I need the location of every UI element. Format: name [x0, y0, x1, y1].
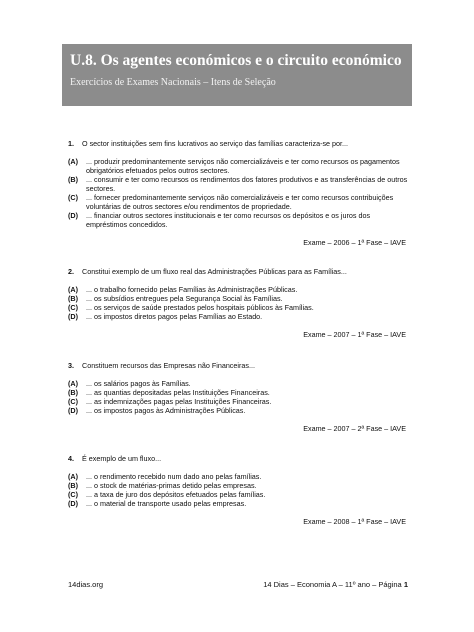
- question-text: O sector instituições sem fins lucrativos ao serviço das famílias caracteriza-se por...: [82, 139, 349, 148]
- option-text: ... o trabalho fornecido pelas Famílias às Administrações Públicas.: [86, 285, 298, 294]
- option-letter: (D): [68, 312, 78, 321]
- footer-page-info: [263, 580, 408, 589]
- option-text: ... as indemnizações pagas pelas Instituições Financeiras.: [86, 397, 272, 406]
- option-text: ... o rendimento recebido num dado ano pelas famílias.: [86, 472, 262, 481]
- option-text: ... consumir e ter como recursos os rendimentos dos fatores produtivos e as transferências de outros sectores.: [86, 175, 408, 193]
- option-text: ... os impostos pagos às Administrações Públicas.: [86, 406, 246, 415]
- question-number: 3.: [68, 361, 74, 370]
- option-d: [68, 312, 408, 321]
- option-letter: (B): [68, 388, 78, 397]
- question-stem: [68, 139, 408, 148]
- option-text: ... produzir predominantemente serviços não comercializáveis e ter como recursos os pagamentos obrigatórios efetuados pelos outros sectores.: [86, 157, 400, 175]
- page-title: U.8. Os agentes económicos e o circuito económico: [70, 52, 402, 69]
- option-letter: (A): [68, 379, 78, 388]
- option-letter: (C): [68, 303, 78, 312]
- option-letter: (C): [68, 490, 78, 499]
- option-text: ... as quantias depositadas pelas Instituições Financeiras.: [86, 388, 270, 397]
- footer-page-number: 1: [403, 580, 408, 589]
- option-a: [68, 379, 408, 388]
- option-letter: (D): [68, 499, 78, 508]
- option-text: ... os salários pagos às Famílias.: [86, 379, 191, 388]
- question-3: [68, 361, 408, 433]
- option-a: [68, 157, 408, 175]
- question-number: 1.: [68, 139, 74, 148]
- footer-site: 14dias.org: [68, 580, 104, 589]
- option-text: ... os serviços de saúde prestados pelos hospitais públicos às Famílias.: [86, 303, 314, 312]
- option-text: ... o material de transporte usado pelas empresas.: [86, 499, 247, 508]
- question-text: Constituem recursos das Empresas não Financeiras...: [82, 361, 255, 370]
- option-d: [68, 499, 408, 508]
- question-number: 2.: [68, 267, 74, 276]
- option-d: [68, 211, 408, 229]
- question-number: 4.: [68, 454, 74, 463]
- option-b: [68, 294, 408, 303]
- page-subtitle: Exercícios de Exames Nacionais – Itens de Seleção: [70, 77, 276, 88]
- question-2: [68, 267, 408, 339]
- page-header: [62, 44, 412, 106]
- question-text: É exemplo de um fluxo...: [82, 454, 162, 463]
- question-4: [68, 454, 408, 526]
- question-stem: [68, 267, 408, 276]
- option-c: [68, 397, 408, 406]
- option-letter: (A): [68, 285, 78, 294]
- option-letter: (A): [68, 157, 78, 166]
- question-stem: [68, 454, 408, 463]
- footer-page-label: 14 Dias – Economia A – 11º ano – Página: [263, 580, 402, 589]
- option-c: [68, 490, 408, 499]
- question-stem: [68, 361, 408, 370]
- option-letter: (D): [68, 211, 78, 220]
- option-d: [68, 406, 408, 415]
- option-c: [68, 193, 408, 211]
- option-letter: (C): [68, 397, 78, 406]
- question-text: Constitui exemplo de um fluxo real das Administrações Públicas para as Famílias...: [82, 267, 347, 276]
- exam-source: Exame – 2007 – 1ª Fase – IAVE: [303, 330, 406, 339]
- exam-source: Exame – 2008 – 1ª Fase – IAVE: [303, 517, 406, 526]
- option-letter: (D): [68, 406, 78, 415]
- option-c: [68, 303, 408, 312]
- option-text: ... fornecer predominantemente serviços não comercializáveis e ter como recursos contribuições voluntárias de outros sectores e/ou rendimentos de propriedade.: [86, 193, 394, 211]
- option-letter: (B): [68, 175, 78, 184]
- option-b: [68, 481, 408, 490]
- exam-source: Exame – 2006 – 1ª Fase – IAVE: [303, 238, 406, 247]
- option-letter: (A): [68, 472, 78, 481]
- option-a: [68, 285, 408, 294]
- option-text: ... o stock de matérias-primas detido pelas empresas.: [86, 481, 257, 490]
- option-text: ... a taxa de juro dos depósitos efetuados pelas famílias.: [86, 490, 266, 499]
- option-b: [68, 388, 408, 397]
- option-text: ... os subsídios entregues pela Segurança Social às Famílias.: [86, 294, 283, 303]
- option-letter: (C): [68, 193, 78, 202]
- option-letter: (B): [68, 481, 78, 490]
- exam-source: Exame – 2007 – 2ª Fase – IAVE: [303, 424, 406, 433]
- option-a: [68, 472, 408, 481]
- option-text: ... financiar outros sectores institucionais e ter como recursos os depósitos e os juros dos empréstimos concedidos.: [86, 211, 371, 229]
- option-text: ... os impostos diretos pagos pelas Famílias ao Estado.: [86, 312, 263, 321]
- option-b: [68, 175, 408, 193]
- question-1: [68, 139, 408, 247]
- option-letter: (B): [68, 294, 78, 303]
